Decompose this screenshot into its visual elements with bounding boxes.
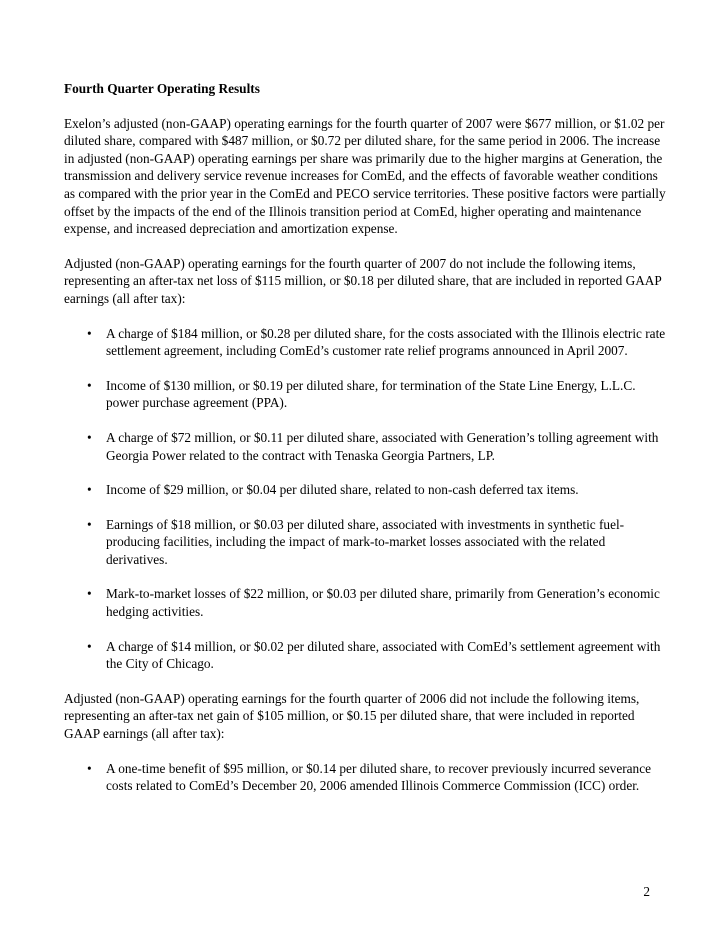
bullet-icon: • <box>87 429 92 445</box>
bullet-icon: • <box>87 377 92 393</box>
bullet-icon: • <box>87 482 92 498</box>
bullet-list-2007 <box>64 325 670 673</box>
list-item <box>64 377 670 412</box>
list-item-text: Income of $29 million, or $0.04 per diluted share, related to non-cash deferred tax items. <box>106 482 579 498</box>
list-item <box>64 638 670 673</box>
bullet-icon: • <box>87 586 92 602</box>
page-number: 2 <box>643 884 650 899</box>
list-item <box>64 325 670 360</box>
paragraph-2007-excluded-items-intro: Adjusted (non-GAAP) operating earnings for the fourth quarter of 2007 do not include the following items, representing an after-tax net loss of $115 million, or $0.18 per diluted share, that are included in reported GAAP earnings (all after tax): <box>64 255 662 306</box>
document-page <box>64 80 670 812</box>
list-item <box>64 585 670 620</box>
bullet-icon: • <box>87 638 92 654</box>
list-item <box>64 516 670 569</box>
list-item-text: A one-time benefit of $95 million, or $0.14 per diluted share, to recover previously incurred severance costs related to ComEd’s December 20, 2006 amended Illinois Commerce Commission (ICC) order. <box>106 760 651 794</box>
list-item-text: Income of $130 million, or $0.19 per diluted share, for termination of the State Line Energy, L.L.C. power purchase agreement (PPA). <box>106 377 636 411</box>
list-item-text: Mark-to-market losses of $22 million, or $0.03 per diluted share, primarily from Generation’s economic hedging activities. <box>106 586 660 620</box>
paragraph-2006-excluded-items-intro: Adjusted (non-GAAP) operating earnings for the fourth quarter of 2006 did not include the following items, representing an after-tax net gain of $105 million, or $0.15 per diluted share, that were included in reported GAAP earnings (all after tax): <box>64 690 640 742</box>
list-item <box>64 429 670 464</box>
list-item-text: A charge of $184 million, or $0.28 per diluted share, for the costs associated with the Illinois electric rate settlement agreement, including ComEd’s customer rate relief programs announced in April 2007. <box>106 325 666 359</box>
paragraph-q4-2007-summary: Exelon’s adjusted (non-GAAP) operating earnings for the fourth quarter of 2007 were $677 million, or $1.02 per diluted share, compared with $487 million, or $0.72 per diluted share, for the same period in 2006. The increase in adjusted (non-GAAP) operating earnings per share was primarily due to the higher margins at Generation, the transmission and delivery service revenue increases for ComEd, and the effects of favorable weather conditions as compared with the prior year in the ComEd and PECO service territories. These positive factors were partially offset by the impacts of the end of the Illinois transition period at ComEd, higher operating and maintenance expense, and increased depreciation and amortization expense. <box>64 115 666 237</box>
section-heading: Fourth Quarter Operating Results <box>64 81 260 96</box>
bullet-icon: • <box>87 325 92 341</box>
list-item <box>64 481 670 499</box>
list-item-text: A charge of $72 million, or $0.11 per diluted share, associated with Generation’s tolling agreement with Georgia Power related to the contract with Tenaska Georgia Partners, LP. <box>106 429 659 463</box>
bullet-icon: • <box>87 760 92 776</box>
list-item-text: Earnings of $18 million, or $0.03 per diluted share, associated with investments in synthetic fuel-producing facilities, including the impact of mark-to-market losses associated with the related derivatives. <box>106 516 625 567</box>
list-item-text: A charge of $14 million, or $0.02 per diluted share, associated with ComEd’s settlement agreement with the City of Chicago. <box>106 638 661 672</box>
bullet-list-2006 <box>64 760 670 795</box>
list-item <box>64 760 670 795</box>
bullet-icon: • <box>87 516 92 532</box>
